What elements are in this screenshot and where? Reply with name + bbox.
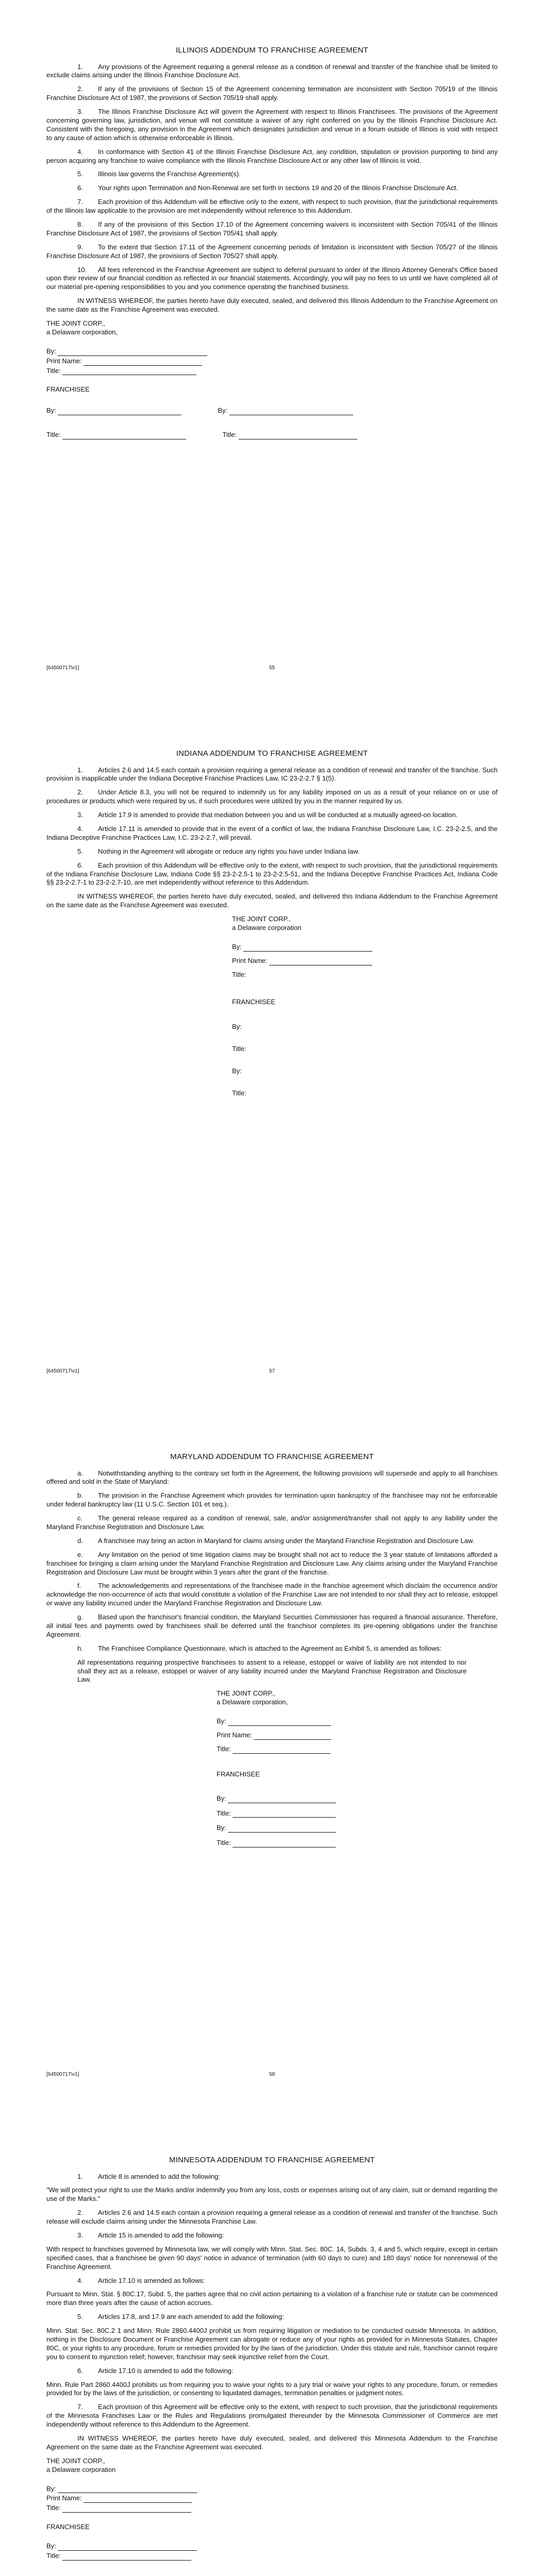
paragraph: 7. Each provision of this Agreement will be effective only to the extent, with respect to such provision, that the jurisdictional requirements of the Minnesota Franchises Law or the Rules and Regulations promulgated thereunder by the Minnesota Commissioner of Commerce are met independently without reference to this Addendum to the Agreement.: [46, 2403, 498, 2429]
paragraph-text: Article 17.9 is amended to provide that mediation between you and us will be conducted at a mutually agreed-on location.: [98, 811, 458, 819]
title-line: Title:: [222, 431, 357, 439]
paragraph: [46, 243, 498, 261]
paragraph-text: If any of the provisions of this Section 17.10 of the Agreement concerning waivers is inconsistent with Section 705/41 of the Illinois Franchise Disclosure Act of 1987, the provisions of Section 705/41 shall apply.: [46, 220, 498, 237]
page-title: INDIANA ADDENDUM TO FRANCHISE AGREEMENT: [176, 749, 368, 758]
paragraph: [46, 825, 498, 842]
paragraph-number: 4.: [77, 824, 83, 833]
paragraph-text: The provision in the Franchise Agreement which provides for termination upon bankruptcy of the franchisee may not be enforceable under federal bankruptcy law (11 U.S.C. Section 101 et seq.).: [46, 1492, 498, 1509]
paragraph: 5. Articles 17.8, and 17.9 are each amended to add the following:: [77, 2313, 284, 2321]
illinois-paragraphs: [46, 63, 498, 292]
paragraph-number: 9.: [77, 243, 83, 251]
paragraph: [46, 848, 498, 856]
signature-field: [228, 1832, 336, 1833]
paragraph: 3. Article 15 is amended to add the following:: [77, 2231, 224, 2239]
franchisor-signature-block: [46, 319, 498, 375]
company-name: THE JOINT CORP.,: [217, 1689, 275, 1698]
paragraph-text: Any provisions of the Agreement requiring a general release as a condition of renewal and transfer of the franchise shall be limited to exclude claims arising under the Illinois Franchise Disclosure Act.: [46, 62, 498, 79]
page-title: MINNESOTA ADDENDUM TO FRANCHISE AGREEMENT: [169, 2156, 375, 2164]
franchisor-signature-block: [217, 1689, 498, 1848]
franchisee-heading: FRANCHISEE: [217, 1770, 260, 1778]
signature-by-line: By:: [46, 406, 182, 415]
print-name-line: Print Name:: [46, 2494, 498, 2503]
paragraph-number: h.: [77, 1644, 83, 1652]
company-description: a Delaware corporation: [232, 923, 302, 931]
paragraph-text: If any of the provisions of Section 15 of the Agreement concerning termination are inconsistent with Section 705/19 of the Illinois Franchise Disclosure Act of 1987, the provisions of Section 705/19 shall apply.: [46, 85, 498, 102]
paragraph-amendment: Pursuant to Minn. Stat. § 80C.17, Subd. 5, the parties agree that no civil action pertaining to a violation of a franchise rule or statute can be commenced more than three years after the cause of action accrues.: [46, 2290, 498, 2307]
paragraph-text: Any limitation on the period of time litigation claims may be brought shall not act to reduce the 3 year statute of limitations afforded a franchisee for bringing a claim arising under the Maryland Franchise Registration and Disclosure Law. Any claims arising under the Maryland Franchise Registration and Disclosure Law must be brought within 3 years after the grant of the franchise.: [46, 1550, 498, 1576]
paragraph-number: g.: [77, 1613, 83, 1621]
paragraph: [46, 1514, 498, 1532]
paragraph: [46, 266, 498, 292]
print-name-line: Print Name:: [217, 1731, 498, 1740]
paragraph: [46, 1613, 498, 1639]
paragraph: [46, 788, 498, 806]
paragraph-amendment: With respect to franchises governed by Minnesota law, we will comply with Minn. Stat. Sec. 80C. 14, Subds. 3, 4 and 5, which require, except in certain specified cases, that a franchisee be given 90 days' notice in advance of termination (with 60 days to cure) and 180 days' notice for nonrenewal of the Franchise Agreement.: [46, 2245, 498, 2270]
paragraph: [46, 148, 498, 165]
paragraph-text: Nothing in the Agreement will abrogate or reduce any rights you have under Indiana law.: [98, 847, 360, 855]
paragraph-number: 10.: [77, 265, 87, 274]
company-description: a Delaware corporation,: [217, 1698, 288, 1706]
paragraph-number: 5.: [77, 847, 83, 855]
signature-by-line: By:: [217, 1717, 498, 1726]
paragraph-number: d.: [77, 1536, 83, 1545]
paragraph-number: e.: [77, 1550, 83, 1558]
title-line: Title:: [46, 2504, 498, 2513]
signature-by-line: By:: [46, 347, 498, 356]
title-line: Title:: [232, 1045, 246, 1053]
paragraph-text: All fees referenced in the Franchise Agreement are subject to deferral pursuant to order of the Illinois Attorney General's Office based upon their review of our financial condition as reflected in our financial statements. Accordingly, you will pay no fees to us until we have completed all of our material pre-opening responsibilities to you and you commence operating the franchised business.: [46, 265, 498, 291]
signature-by-line: By:: [46, 2485, 498, 2494]
paragraph: [46, 766, 498, 784]
page-illinois: [0, 0, 544, 703]
paragraph-amendment: "We will protect your right to use the Marks and/or indemnify you from any loss, costs or expenses arising out of any claim, suit or demand regarding the use of the Marks.": [46, 2186, 498, 2203]
franchisor-signature-block: [232, 915, 498, 1098]
paragraph: 1. Article 8 is amended to add the following:: [77, 2172, 221, 2180]
paragraph-number: b.: [77, 1492, 83, 1500]
title-line: Title:: [46, 367, 498, 376]
paragraph: [46, 1469, 498, 1487]
paragraph-number: 1.: [77, 766, 83, 774]
paragraph: [46, 1645, 498, 1653]
signature-by-line: By:: [232, 943, 498, 952]
paragraph: [46, 63, 498, 80]
page-title: MARYLAND ADDENDUM TO FRANCHISE AGREEMENT: [170, 1452, 374, 1461]
paragraph-text: The acknowledgements and representations of the franchisee made in the franchise agreement which disclaim the occurrence and/or acknowledge the non-occurrence of acts that would constitute a violation of the Franchise Law are not intended to nor shall they act to release, estoppel or waive any liability incurred under the Maryland Franchise Registration and Disclosure Law.: [46, 1582, 498, 1607]
paragraph-text: A franchisee may bring an action in Maryland for claims arising under the Maryland Franchise Registration and Disclosure Law.: [98, 1536, 474, 1545]
paragraph-text: Under Article 8.3, you will not be required to indemnify us for any liability imposed on us as a result of your reliance on or use of procedures or products which were required by us, if such procedures were utilized by you in the manner required by us.: [46, 788, 498, 805]
paragraph: [46, 1551, 498, 1577]
franchisor-signature-block: [46, 2457, 498, 2561]
paragraph-number: 2.: [77, 85, 83, 93]
paragraph-text: To the extent that Section 17.11 of the Agreement concerning periods of limitation is inconsistent with Section 705/27 of the Illinois Franchise Disclosure Act of 1987, the provisions of Section 705/27 shall apply.: [46, 243, 498, 260]
maryland-paragraphs: [46, 1469, 498, 1653]
page-title: ILLINOIS ADDENDUM TO FRANCHISE AGREEMENT: [175, 46, 369, 55]
paragraph-text: Illinois law governs the Franchise Agreement(s).: [98, 170, 241, 178]
paragraph-number: a.: [77, 1469, 83, 1477]
paragraph-text: In conformance with Section 41 of the Illinois Franchise Disclosure Act, any condition, stipulation or provision purporting to bind any person acquiring any franchise to waive compliance with the Illinois Franchise Disclosure Act or any other law of Illinois is void.: [46, 147, 498, 164]
paragraph-text: Based upon the franchisor's financial condition, the Maryland Securities Commissioner has required a financial assurance. Therefore, all initial fees and payments owed by franchisees shall be deferred until the franchisor completes its pre-opening obligations under the franchise Agreement.: [46, 1613, 498, 1638]
witness-clause: IN WITNESS WHEREOF, the parties hereto have duly executed, sealed, and delivered this Indiana Addendum to the Franchise Agreement on the same date as the Franchise Agreement was executed.: [46, 892, 498, 909]
signature-by-line: By:: [232, 1067, 242, 1075]
paragraph-text: Article 17.11 is amended to provide that in the event of a conflict of law, the Indiana Franchise Disclosure Law, I.C. 23-2-2.5, and the Indiana Deceptive Franchise Practices Law, I.C. 23-2-2.7, will prevail.: [46, 824, 498, 841]
print-name-line: Print Name:: [46, 357, 498, 366]
paragraph: [46, 170, 498, 179]
paragraph-text: Notwithstanding anything to the contrary set forth in the Agreement, the following provisions will supersede and apply to all franchises offered and sold in the State of Maryland:: [46, 1469, 498, 1486]
print-name-field: [84, 2502, 192, 2503]
release-quote: All representations requiring prospective franchisees to assent to a release, estoppel or waive of liability are not intended to nor shall they act as a release, estoppel or waiver of any liability incurred under the Maryland Franchise Registration and Disclosure Law.: [77, 1658, 467, 1684]
paragraph-number: 6.: [77, 184, 83, 192]
title-field: [233, 1847, 336, 1848]
paragraph-amendment: Minn. Stat. Sec. 80C.2 1 and Minn. Rule 2860.4400J prohibit us from requiring litigation or mediation to be conducted outside Minnesota. In addition, nothing in the Disclosure Document or Franchise Agreement can abrogate or reduce any of your rights as provided for in Minnesota Statutes, Chapter 80C, or your rights to any procedure, forum or remedies provided for by the laws of the jurisdiction. Under this statute and rule, franchisor cannot require you to consent to injunction relief; however, franchisor may seek injunctive relief from the Court.: [46, 2327, 498, 2361]
signature-by-line: By:: [217, 1794, 498, 1803]
company-name: THE JOINT CORP.,: [232, 915, 291, 923]
page-maryland: [0, 1406, 544, 2110]
paragraph: [46, 108, 498, 143]
title-line: Title:: [217, 1809, 498, 1818]
signature-by-line: By:: [46, 2542, 498, 2551]
indiana-paragraphs: [46, 766, 498, 888]
paragraph-number: c.: [77, 1514, 83, 1522]
signature-field: [58, 355, 207, 356]
franchisee-heading: FRANCHISEE: [46, 385, 90, 394]
title-field: [233, 1817, 336, 1818]
company-description: a Delaware corporation: [46, 2465, 116, 2473]
paragraph-text: The Franchisee Compliance Questionnaire, which is attached to the Agreement as Exhibit 5, is amended as follows:: [98, 1644, 442, 1652]
franchisee-heading: FRANCHISEE: [232, 997, 275, 1006]
print-name-line: Print Name:: [232, 957, 498, 965]
page-minnesota: [0, 2110, 544, 2576]
witness-clause: IN WITNESS WHEREOF, the parties hereto have duly executed, sealed, and delivered this Minnesota Addendum to the Franchise Agreement on the same date as the Franchise Agreement was executed.: [46, 2434, 498, 2451]
title-field: [62, 2560, 191, 2561]
paragraph-number: 7.: [77, 198, 83, 206]
title-line: Title:: [217, 1839, 498, 1848]
paragraph-number: 2.: [77, 788, 83, 796]
paragraph-number: 8.: [77, 220, 83, 228]
title-line: Title:: [232, 1089, 246, 1097]
paragraph: 6. Article 17.10 is amended to add the following:: [77, 2366, 234, 2375]
paragraph-text: The general release required as a condition of renewal, sale, and/or assignment/transfer shall not apply to any liability under the Maryland Franchise Registration and Disclosure Law.: [46, 1514, 498, 1531]
paragraph-text: Each provision of this Addendum will be effective only to the extent, with respect to such provision, that the jurisdictional requirements of the Illinois law applicable to the provision are met independently without reference to this Addendum.: [46, 198, 498, 215]
witness-clause: IN WITNESS WHEREOF, the parties hereto have duly executed, sealed, and delivered this Illinois Addendum to the Franchise Agreement on the same date as the Franchise Agreement was executed.: [46, 297, 498, 314]
page-indiana: [0, 703, 544, 1406]
company-name: THE JOINT CORP.,: [46, 319, 105, 327]
paragraph: 4. Article 17.10 is amended as follows:: [77, 2276, 205, 2284]
page-number: 58: [269, 2072, 275, 2077]
document-id: [64500717\v1]: [46, 2072, 79, 2077]
signature-field: [58, 2550, 197, 2551]
paragraph-number: 3.: [77, 108, 83, 116]
title-line: Title:: [217, 1745, 498, 1754]
paragraph: [46, 861, 498, 888]
paragraph-amendment: Minn. Rule Part 2860.4400J prohibits us from requiring you to waive your rights to a jury trial or waive your rights to any procedure, forum, or remedies provided for by the laws of the jurisdiction, or consenting to liquidated damages, termination penalties or judgment notes.: [46, 2380, 498, 2397]
title-line: Title:: [46, 431, 186, 439]
paragraph-text: Articles 2.6 and 14.5 each contain a provision requiring a general release as a condition of renewal and transfer of the franchise. Such provision is inapplicable under the Indiana Deceptive Franchise Practices Law, IC 23-2-2.7 § 1(5).: [46, 766, 498, 783]
franchisee-heading: FRANCHISEE: [46, 2523, 90, 2531]
signature-field: [243, 951, 372, 952]
title-line: Title:: [232, 970, 246, 978]
paragraph: [46, 811, 498, 820]
paragraph: [46, 1582, 498, 1608]
franchisee-title-block: [46, 431, 498, 439]
title-field: [233, 1753, 331, 1754]
paragraph-number: 1.: [77, 62, 83, 71]
title-field: [62, 2512, 191, 2513]
paragraph: [46, 1492, 498, 1509]
signature-by-line: By:: [232, 1023, 242, 1031]
paragraph: [46, 184, 498, 193]
document-id: [64500717\v1]: [46, 1368, 79, 1374]
signature-by-line: By:: [218, 406, 353, 415]
paragraph: [46, 198, 498, 215]
paragraph-number: 3.: [77, 811, 83, 819]
paragraph-text: Your rights upon Termination and Non-Renewal are set forth in sections 19 and 20 of the Illinois Franchise Disclosure Act.: [98, 184, 458, 192]
paragraph: [46, 85, 498, 103]
paragraph-text: The Illinois Franchise Disclosure Act will govern the Agreement with respect to Illinois Franchisees. The provisions of the Agreement concerning governing law, jurisdiction, and venue will not constitute a waiver of any right conferred on you by the Illinois Franchise Disclosure Act. Consistent with the foregoing, any provision in the Agreement which designates jurisdiction and venue in a forum outside of Illinois is void with respect to any cause of action which is otherwise enforceable in Illinois.: [46, 108, 498, 142]
page-number: 57: [269, 1368, 275, 1374]
company-name: THE JOINT CORP.,: [46, 2456, 105, 2465]
print-name-field: [84, 365, 202, 366]
paragraph-number: 5.: [77, 170, 83, 178]
company-description: a Delaware corporation,: [46, 328, 118, 336]
page-number: 55: [269, 665, 275, 671]
paragraph: [46, 221, 498, 238]
print-name-field: [254, 1739, 331, 1740]
paragraph: [46, 1537, 498, 1546]
signature-by-line: By:: [217, 1824, 498, 1833]
paragraph: 2. Articles 2.6 and 14.5 each contain a provision requiring a general release as a condition of renewal and transfer of the franchise. Such release will exclude claims arising under the Minnesota Franchise Law.: [46, 2209, 498, 2226]
paragraph-number: 4.: [77, 147, 83, 156]
paragraph-number: 6.: [77, 861, 83, 869]
franchisee-signature-block: [46, 406, 498, 415]
paragraph-text: Each provision of this Addendum will be effective only to the extent, with respect to such provision, that the jurisdictional requirements of the Indiana Franchise Disclosure Law, Indiana Code §§ 23-2-2.5-1 to 23-2-2.5-51, and the Indiana Deceptive Franchise Practices Act, Indiana Code §§ 23-2-2.7-1 to 23-2-2.7-10, are met independently without reference to this Addendum.: [46, 861, 498, 887]
document-id: [64500717\v1]: [46, 665, 79, 671]
paragraph-number: f.: [77, 1582, 81, 1590]
signature-field: [228, 1725, 331, 1726]
title-line: Title:: [46, 2552, 498, 2561]
